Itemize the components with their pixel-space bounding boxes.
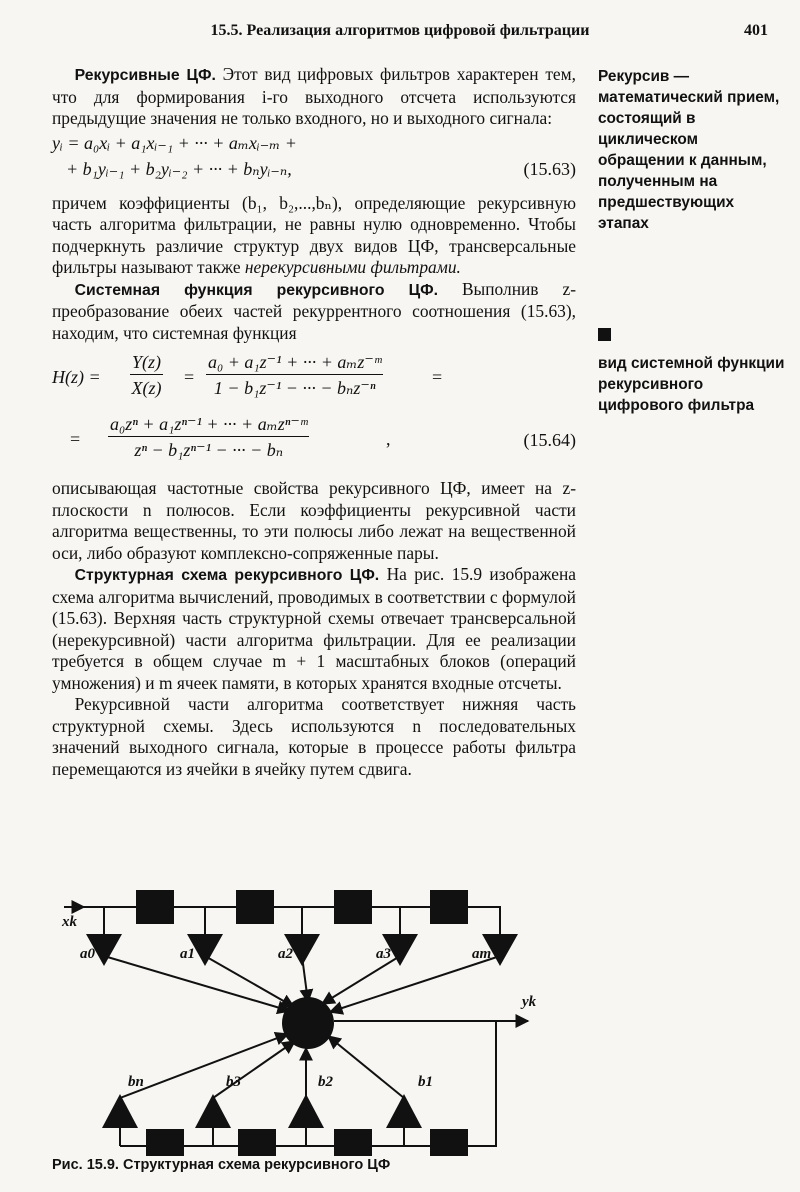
amplifier-b3 [195, 1094, 231, 1128]
memory-cell [136, 890, 174, 924]
equation-lhs: H(z) = [52, 367, 101, 387]
paragraph-lead: Рекурсивные ЦФ. [74, 67, 216, 84]
coeff-label-b1: b1 [418, 1074, 433, 1090]
margin-note-text: вид системной функции рекурсивного цифрового фильтра [598, 355, 785, 414]
fraction-z-polynomials [108, 412, 309, 463]
output-label: yk [522, 994, 537, 1010]
block-diagram [0, 876, 800, 1156]
margin-note-recursion [598, 66, 786, 234]
coeff-label-b3: b3 [226, 1074, 241, 1090]
running-title: 15.5. Реализация алгоритмов цифровой фильтрации [210, 22, 590, 39]
equation-15-64-line2 [52, 412, 576, 474]
coeff-label-a1: a1 [180, 946, 195, 962]
paragraph-lead: Структурная схема рекурсивного ЦФ. [74, 567, 380, 584]
paragraph-coefficients [52, 193, 576, 279]
fraction-numerator: Y(z) [130, 350, 163, 375]
memory-cell [334, 890, 372, 924]
fraction-polynomials [206, 350, 383, 401]
equals-sign: = [184, 367, 195, 387]
page-header [0, 22, 800, 46]
margin-note-text: Рекурсив — математический прием, состоящий в циклическом обращении к данным, полученным на предшествующих этапах [598, 68, 780, 232]
memory-cell [238, 1129, 276, 1156]
fraction-numerator: a₀ + a₁z⁻¹ + ··· + aₘz⁻ᵐ [206, 350, 383, 375]
paragraph-text: описывающая частотные свойства рекурсивного ЦФ, имеет на z-плоскости n полюсов. Если коэффициенты рекурсивной части алгоритма вещественны, то эти полюсы либо лежат на вещественной оси, либо образуют комплексно-сопряженные пары. [52, 478, 576, 563]
equation-15-64-line1 [52, 350, 576, 412]
margin-marker-square [598, 328, 611, 341]
fraction-denominator: 1 − b₁z⁻¹ − ··· − bₙz⁻ⁿ [213, 378, 376, 398]
paragraph-text: Рекурсивной части алгоритма соответствует нижняя часть структурной схемы. Здесь используются n последовательных значений выходного сигнала, которые в процессе работы фильтра перемещаются из ячейки в ячейку путем сдвига. [52, 694, 576, 779]
amplifier-bn [102, 1094, 138, 1128]
coeff-label-a0: a0 [80, 946, 95, 962]
equation-15-63-line2 [52, 159, 576, 193]
margin-note-system-function [598, 328, 786, 416]
page-number: 401 [744, 22, 768, 39]
paragraph-text: Этот вид цифровых фильтров характерен тем, что для формирования i-го выходного отсчета используются предыдущие значения не только входного, но и выходного сигнала: [52, 64, 577, 128]
equation-line: + b₁yᵢ₋₁ + b₂yᵢ₋₂ + ··· + bₙyᵢ₋ₙ, [66, 158, 292, 179]
amplifier-b2 [288, 1094, 324, 1128]
coeff-label-bn: bn [128, 1074, 144, 1090]
equals-sign: = [432, 367, 443, 387]
amplifier-b1 [386, 1094, 422, 1128]
paragraph-recursive-part [52, 694, 576, 780]
equation-number: (15.64) [523, 430, 576, 450]
equation-line: yᵢ = a₀xᵢ + a₁xᵢ₋₁ + ··· + aₘxᵢ₋ₘ + [52, 132, 297, 153]
coeff-label-am: am [472, 946, 492, 962]
coeff-label-a2: a2 [278, 946, 293, 962]
figure-15-9 [0, 876, 800, 1161]
fraction-denominator: X(z) [131, 378, 162, 398]
memory-cell [146, 1129, 184, 1156]
coeff-label-a3: a3 [376, 946, 391, 962]
coeff-label-b2: b2 [318, 1074, 333, 1090]
italic-term: нерекурсивными фильтрами. [244, 257, 461, 277]
fraction-denominator: zⁿ − b₁zⁿ⁻¹ − ··· − bₙ [134, 440, 284, 460]
main-text-column [52, 64, 576, 780]
paragraph-poles [52, 478, 576, 564]
fraction-y-over-x [130, 350, 163, 401]
summing-node [282, 997, 334, 1049]
memory-cell [334, 1129, 372, 1156]
memory-cell [430, 1129, 468, 1156]
paragraph-text: причем коэффициенты (b₁, b₂,...,bₙ), определяющие рекурсивную часть алгоритма фильтрации, не равны нулю одновременно. Чтобы подчеркнуть различие структур двух видов ЦФ, трансверсальные фильтры называют также [52, 192, 576, 277]
equation-number: (15.63) [523, 158, 576, 179]
input-label: xk [62, 914, 77, 930]
paragraph-text: На рис. 15.9 изображена схема алгоритма вычислений, проводимых в соответствии с формулой (15.63). Верхняя часть структурной схемы отвечает трансверсальной (нерекурсивной) части алгоритма фильтрации. Для ее реализации требуется в общем случае m + 1 масштабных блоков (операций умножения) и m ячеек памяти, в которых хранятся входные отсчеты. [52, 564, 576, 693]
comma: , [386, 429, 391, 449]
figure-caption: Рис. 15.9. Структурная схема рекурсивного ЦФ [52, 1157, 391, 1173]
paragraph-text: Выполнив z-преобразование обеих частей рекуррентного соотношения (15.63), находим, что системная функция [52, 278, 576, 343]
paragraph-system-function [52, 279, 576, 345]
memory-cell [236, 890, 274, 924]
fraction-numerator: a₀zⁿ + a₁zⁿ⁻¹ + ··· + aₘzⁿ⁻ᵐ [108, 412, 309, 437]
paragraph-structure [52, 564, 576, 694]
paragraph-lead: Системная функция рекурсивного ЦФ. [74, 281, 438, 299]
paragraph-recursive-filters [52, 64, 576, 130]
equals-sign: = [70, 429, 81, 449]
memory-cell [430, 890, 468, 924]
